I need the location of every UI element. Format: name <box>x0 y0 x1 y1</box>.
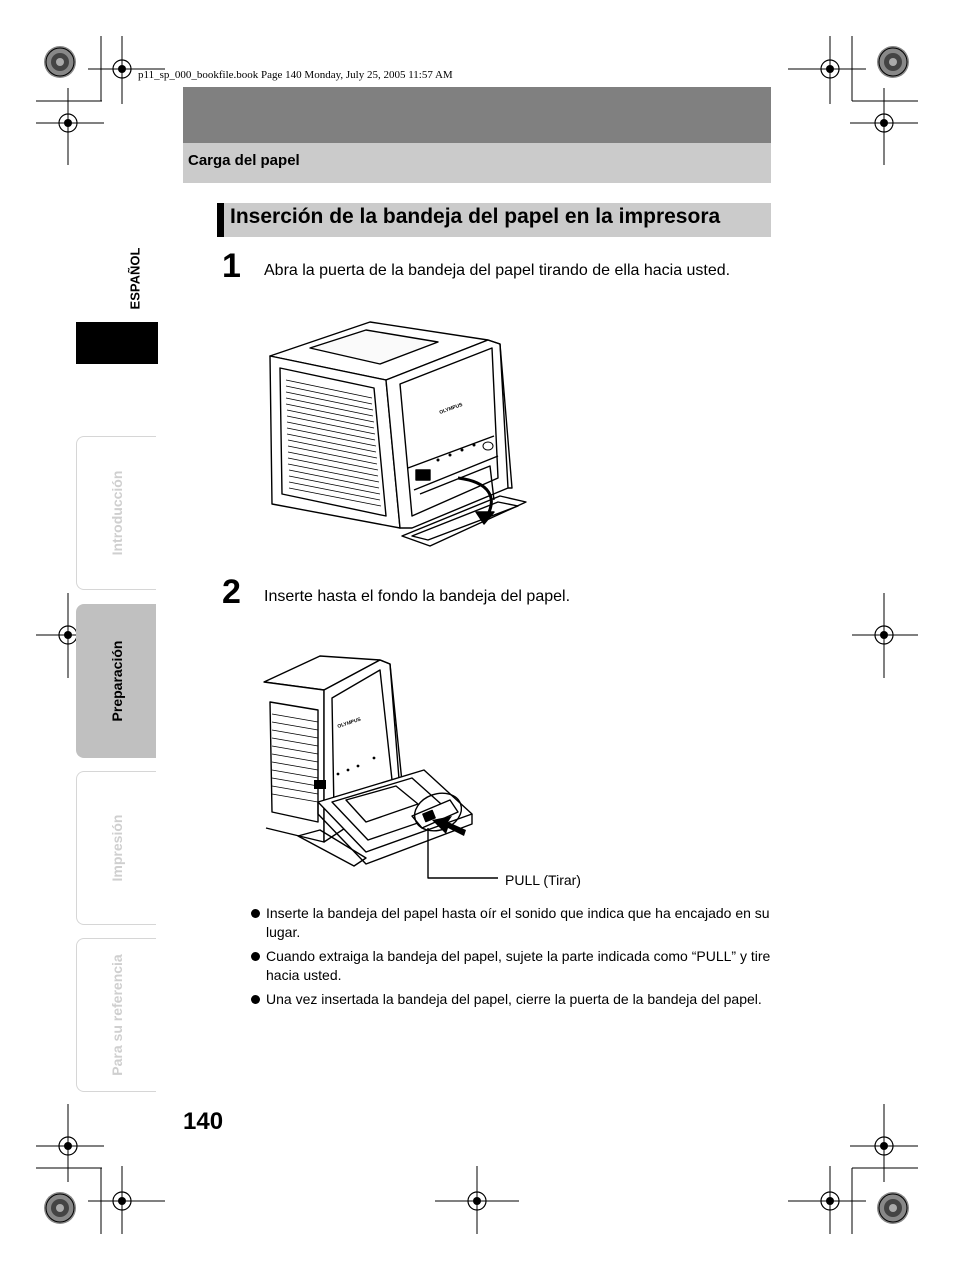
printer-brand: OLYMPUS <box>438 401 464 416</box>
list-item: Cuando extraiga la bandeja del papel, sujete la parte indicada como “PULL” y tire hacia usted. <box>250 947 772 985</box>
header-band <box>183 87 771 143</box>
tab-impresion[interactable] <box>76 771 156 925</box>
language-label: ESPAÑOL <box>127 247 143 310</box>
printer-brand: OLYMPUS <box>336 716 362 730</box>
step-text: Abra la puerta de la bandeja del papel tirando de ella hacia usted. <box>264 262 731 279</box>
step-text: Inserte hasta el fondo la bandeja del papel. <box>264 588 571 605</box>
list-item: Una vez insertada la bandeja del papel, cierre la puerta de la bandeja del papel. <box>250 990 772 1009</box>
tray-insert-illustration <box>262 652 502 884</box>
tab-label: Para su referencia <box>108 954 125 1076</box>
list-item: Inserte la bandeja del papel hasta oír el sonido que indica que ha encajado en su lugar. <box>250 904 772 942</box>
page-number: 140 <box>183 1108 224 1135</box>
tab-introduccion[interactable] <box>76 436 156 590</box>
tab-label: Preparación <box>108 640 125 722</box>
step-number: 1 <box>222 247 241 285</box>
file-header: p11_sp_000_bookfile.book Page 140 Monday, July 25, 2005 11:57 AM <box>138 69 453 81</box>
tab-label: Introducción <box>108 470 125 556</box>
tab-para-su-referencia[interactable] <box>76 938 156 1092</box>
tab-label: Impresión <box>108 814 125 882</box>
tab-preparacion[interactable] <box>76 604 156 758</box>
section-label: Carga del papel <box>188 152 300 169</box>
page-heading: Inserción de la bandeja del papel en la impresora <box>230 205 721 228</box>
instruction-bullets <box>250 904 772 1014</box>
printer-door-illustration <box>262 318 530 554</box>
pull-callout-label: PULL (Tirar) <box>505 872 581 888</box>
step-number: 2 <box>222 573 241 611</box>
language-marker <box>76 322 158 364</box>
